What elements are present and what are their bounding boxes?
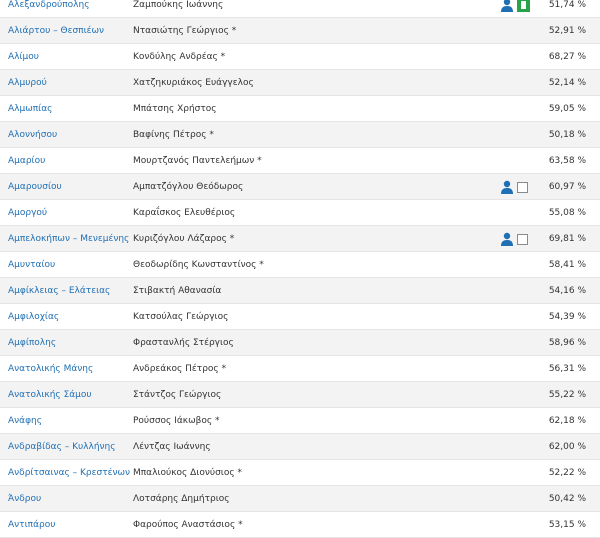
vote-percentage: 54,39 % xyxy=(548,312,586,322)
vote-percentage: 69,81 % xyxy=(548,234,586,244)
green-badge-icon xyxy=(517,0,530,12)
vote-percentage: 68,27 % xyxy=(548,52,586,62)
municipality-link[interactable]: Ανατολικής Σάμου xyxy=(8,390,92,400)
mayor-name: Μπαλιούκος Διονύσιος * xyxy=(133,468,242,478)
mayor-name: Στάντζος Γεώργιος xyxy=(133,390,222,400)
vote-percentage: 62,18 % xyxy=(548,416,586,426)
vote-percentage: 54,16 % xyxy=(548,286,586,296)
mayor-name: Κυριζόγλου Λάζαρος * xyxy=(133,234,235,244)
mayor-name: Βαφίνης Πέτρος * xyxy=(133,130,214,140)
vote-percentage: 55,22 % xyxy=(548,390,586,400)
vote-percentage: 51,74 % xyxy=(548,0,586,10)
vote-percentage: 53,15 % xyxy=(548,520,586,530)
municipality-link[interactable]: Αλμωπίας xyxy=(8,104,53,114)
mayor-name: Ρούσσος Ιάκωβος * xyxy=(133,416,220,426)
municipality-link[interactable]: Ανδραβίδας – Κυλλήνης xyxy=(8,442,116,452)
table-row xyxy=(0,122,600,148)
table-row xyxy=(0,96,600,122)
mayor-name: Κονδύλης Ανδρέας * xyxy=(133,52,226,62)
municipality-link[interactable]: Αλοννήσου xyxy=(8,130,58,140)
table-row xyxy=(0,44,600,70)
municipality-link[interactable]: Αντιπάρου xyxy=(8,520,56,530)
municipality-link[interactable]: Αμφίπολης xyxy=(8,338,57,348)
vote-percentage: 52,91 % xyxy=(548,26,586,36)
table-row xyxy=(0,382,600,408)
mayor-name: Φαρούπος Αναστάσιος * xyxy=(133,520,243,530)
municipality-link[interactable]: Αμφίκλειας – Ελάτειας xyxy=(8,286,111,296)
municipality-link[interactable]: Αμαρουσίου xyxy=(8,182,62,192)
municipality-link[interactable]: Ανδρίτσαινας – Κρεστένων xyxy=(8,468,131,478)
mayor-name: Αμπατζόγλου Θεόδωρος xyxy=(133,182,244,192)
municipality-link[interactable]: Ανατολικής Μάνης xyxy=(8,364,94,374)
vote-percentage: 52,22 % xyxy=(548,468,586,478)
table-row xyxy=(0,252,600,278)
mayor-name: Φραστανλής Στέργιος xyxy=(133,338,234,348)
table-row xyxy=(0,486,600,512)
vote-percentage: 62,00 % xyxy=(548,442,586,452)
table-row xyxy=(0,200,600,226)
vote-percentage: 50,42 % xyxy=(548,494,586,504)
mayor-name: Ανδρεάκος Πέτρος * xyxy=(133,364,227,374)
table-row xyxy=(0,356,600,382)
municipality-link[interactable]: Αμυνταίου xyxy=(8,260,56,270)
vote-percentage: 56,31 % xyxy=(548,364,586,374)
checkbox-icon xyxy=(517,234,528,245)
municipality-link[interactable]: Ανάφης xyxy=(8,416,43,426)
mayor-name: Χατζηκυριάκος Ευάγγελος xyxy=(133,78,254,88)
municipality-link[interactable]: Αλεξανδρούπολης xyxy=(8,0,90,10)
vote-percentage: 60,97 % xyxy=(548,182,586,192)
checkbox-icon xyxy=(517,182,528,193)
mayor-name: Καραΐσκος Ελευθέριος xyxy=(133,208,236,218)
table-row xyxy=(0,304,600,330)
person-icon xyxy=(500,180,514,194)
municipality-link[interactable]: Αμοργού xyxy=(8,208,48,218)
table-row xyxy=(0,174,600,200)
municipality-link[interactable]: Αλιάρτου – Θεσπιέων xyxy=(8,26,105,36)
municipality-link[interactable]: Αλίμου xyxy=(8,52,39,62)
party-icons xyxy=(500,231,528,247)
table-row xyxy=(0,434,600,460)
vote-percentage: 52,14 % xyxy=(548,78,586,88)
table-row xyxy=(0,460,600,486)
mayor-name: Ζαμπούκης Ιωάννης xyxy=(133,0,224,10)
table-row xyxy=(0,408,600,434)
vote-percentage: 50,18 % xyxy=(548,130,586,140)
municipality-link[interactable]: Άνδρου xyxy=(8,494,42,504)
vote-percentage: 58,96 % xyxy=(548,338,586,348)
mayor-name: Μουρτζανός Παντελεήμων * xyxy=(133,156,262,166)
mayor-name: Μπάτσης Χρήστος xyxy=(133,104,217,114)
table-row xyxy=(0,330,600,356)
table-row xyxy=(0,18,600,44)
municipality-link[interactable]: Αμπελοκήπων – Μενεμένης xyxy=(8,234,130,244)
vote-percentage: 55,08 % xyxy=(548,208,586,218)
table-row xyxy=(0,226,600,252)
table-row xyxy=(0,512,600,538)
table-row xyxy=(0,70,600,96)
party-icons xyxy=(500,179,528,195)
vote-percentage: 63,58 % xyxy=(548,156,586,166)
table-row xyxy=(0,278,600,304)
party-icons xyxy=(500,0,530,13)
municipality-link[interactable]: Αμφιλοχίας xyxy=(8,312,60,322)
table-row xyxy=(0,148,600,174)
municipality-link[interactable]: Αλμυρού xyxy=(8,78,47,88)
mayor-name: Θεοδωρίδης Κωνσταντίνος * xyxy=(133,260,264,270)
table-row xyxy=(0,0,600,18)
mayor-name: Κατσούλας Γεώργιος xyxy=(133,312,229,322)
person-icon xyxy=(500,232,514,246)
person-icon xyxy=(500,0,514,12)
vote-percentage: 58,41 % xyxy=(548,260,586,270)
vote-percentage: 59,05 % xyxy=(548,104,586,114)
mayor-name: Ντασιώτης Γεώργιος * xyxy=(133,26,237,36)
mayor-name: Λοτσάρης Δημήτριος xyxy=(133,494,230,504)
municipality-link[interactable]: Αμαρίου xyxy=(8,156,46,166)
mayor-name: Λέντζας Ιωάννης xyxy=(133,442,211,452)
mayor-name: Στιβακτή Αθανασία xyxy=(133,286,222,296)
